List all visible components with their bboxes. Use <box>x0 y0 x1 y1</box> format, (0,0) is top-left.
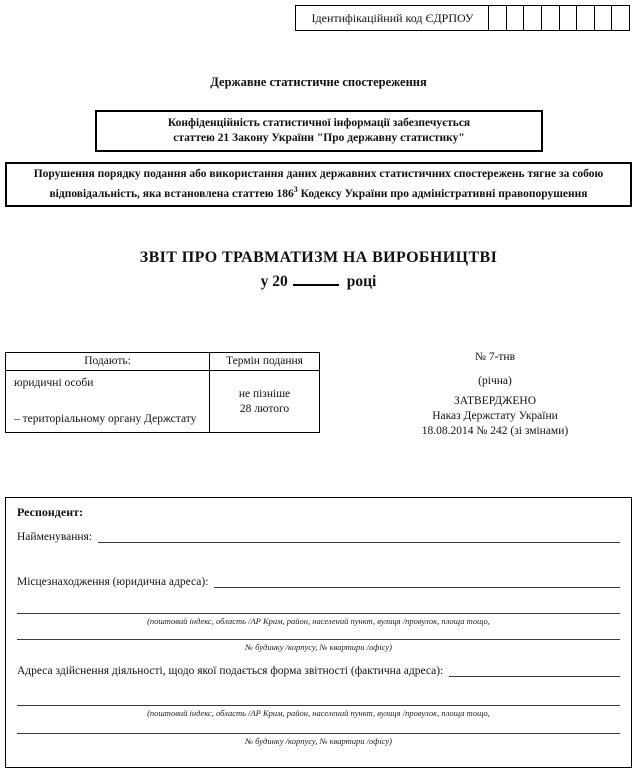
legal-address-line2-field[interactable]: (поштовий індекс, область /АР Крим, район, населений пункт, вулиця /провулок, площа тощо, <box>17 613 620 626</box>
report-title-line1: ЗВІТ ПРО ТРАВМАТИЗМ НА ВИРОБНИЦТВІ <box>139 249 498 266</box>
form-identification <box>385 350 605 439</box>
deadline-line1: не пізніше <box>238 387 291 400</box>
deadline-cell <box>210 371 319 432</box>
submitters-cell <box>6 371 210 432</box>
edrpou-cell[interactable] <box>594 5 613 31</box>
report-year-prefix: у 20 <box>260 273 288 290</box>
approved-by: Наказ Держстату України <box>432 410 558 422</box>
respondent-title: Респондент: <box>17 505 83 519</box>
submission-table-header <box>6 353 319 371</box>
edrpou-cell[interactable] <box>488 5 507 31</box>
legal-address-blank-field[interactable] <box>214 574 620 588</box>
edrpou-cell[interactable] <box>523 5 542 31</box>
submitters-line2: – територіальному органу Держстату <box>14 413 197 425</box>
confidentiality-notice <box>95 110 543 152</box>
report-title-line2 <box>0 271 637 291</box>
edrpou-cell[interactable] <box>559 5 578 31</box>
violation-line2 <box>13 182 624 202</box>
confidentiality-line1: Конфіденційність статистичної інформації забезпечується <box>167 117 471 129</box>
violation-line2-prefix: відповідальність, яка встановлена статтею 186 <box>49 187 294 200</box>
edrpou-code-block <box>295 5 630 31</box>
confidentiality-line2: статтею 21 Закону України "Про державну статистику" <box>173 132 465 144</box>
legal-address-line3-field[interactable]: № будинку /корпусу, № квартири /офісу) <box>17 639 620 652</box>
submitters-column-header: Подають: <box>6 353 210 370</box>
edrpou-label: Ідентифікаційний код ЄДРПОУ <box>295 5 490 31</box>
approved-label: ЗАТВЕРДЖЕНО <box>453 395 537 407</box>
name-blank-field[interactable] <box>98 529 620 543</box>
edrpou-cells <box>489 5 630 31</box>
report-year-suffix: році <box>346 273 377 290</box>
name-label: Найменування: <box>17 531 93 543</box>
actual-address-line3-field[interactable]: № будинку /корпусу, № квартири /офісу) <box>17 733 620 746</box>
year-blank-field[interactable] <box>293 271 339 286</box>
submission-table-body <box>6 371 319 432</box>
actual-address-line2-field[interactable]: (поштовий індекс, область /АР Крим, район, населений пункт, вулиця /провулок, площа тощо, <box>17 705 620 718</box>
form-number: № 7-тнв <box>474 351 516 363</box>
submission-table <box>5 352 320 433</box>
approved-date: 18.08.2014 № 242 (зі змінами) <box>421 425 569 437</box>
edrpou-cell[interactable] <box>576 5 595 31</box>
actual-address-row <box>17 663 620 677</box>
form-periodicity: (річна) <box>478 375 512 387</box>
submitters-line1: юридичні особи <box>14 377 94 389</box>
violation-line2-suffix: Кодексу України про адміністративні правопорушення <box>297 187 588 200</box>
edrpou-cell[interactable] <box>541 5 560 31</box>
deadline-line2: 28 лютого <box>239 402 290 415</box>
respondent-section <box>5 497 632 768</box>
violation-line1: Порушення порядку подання або використання даних державних статистичних спостережень тягне за собою <box>33 168 604 180</box>
actual-address-label: Адреса здійснення діяльності, щодо якої подається форма звітності (фактична адреса): <box>17 665 444 677</box>
violation-superscript: 3 <box>293 185 298 194</box>
name-row <box>17 529 620 543</box>
actual-address-blank-field[interactable] <box>449 663 620 677</box>
observation-title: Державне статистичне спостереження <box>210 75 427 89</box>
edrpou-cell[interactable] <box>506 5 525 31</box>
legal-address-label: Місцезнаходження (юридична адреса): <box>17 576 209 588</box>
deadline-column-header: Термін подання <box>226 355 303 367</box>
violation-notice <box>5 162 632 207</box>
legal-address-row <box>17 574 620 588</box>
edrpou-cell[interactable] <box>611 5 630 31</box>
report-title <box>0 249 637 291</box>
